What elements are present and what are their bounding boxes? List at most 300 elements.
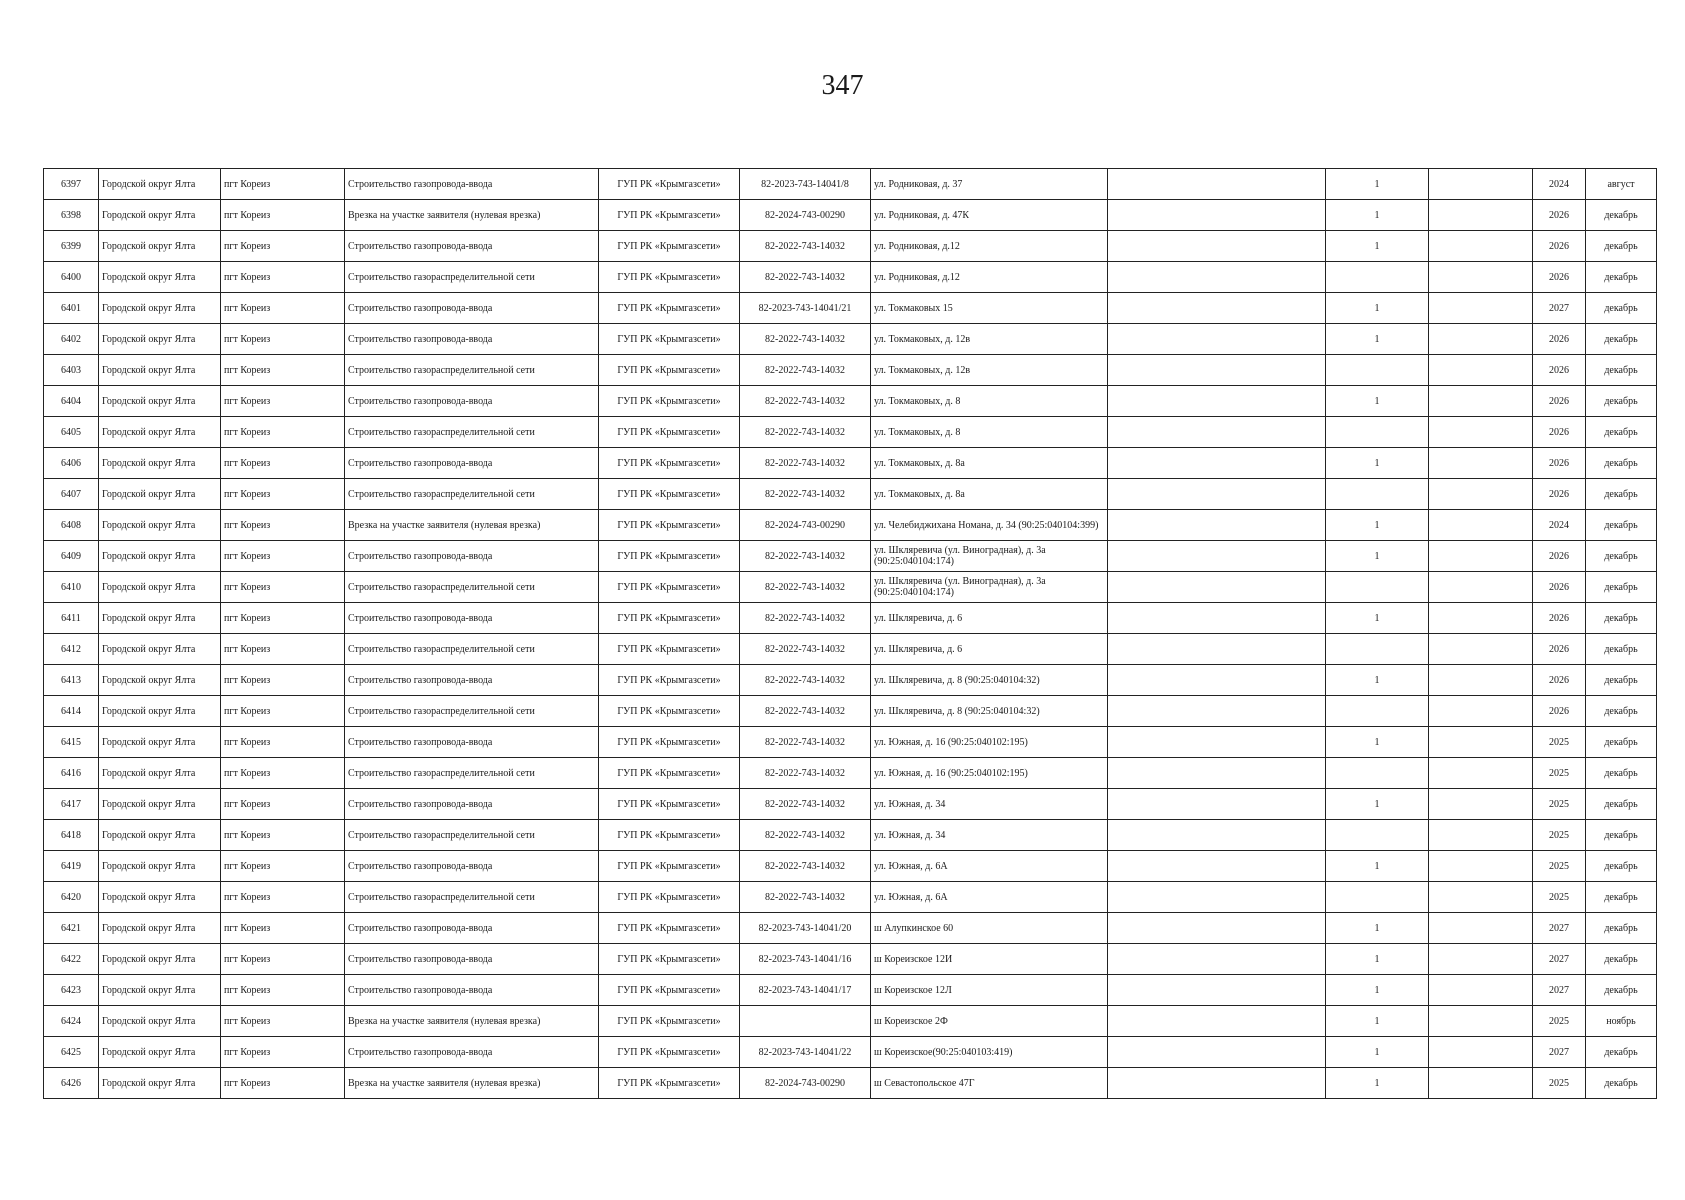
row-number: 6398 <box>44 200 99 231</box>
locality-cell: пгт Кореиз <box>221 324 345 355</box>
month-cell: декабрь <box>1586 1037 1657 1068</box>
locality-cell: пгт Кореиз <box>221 262 345 293</box>
organization-cell: ГУП РК «Крымгазсети» <box>599 696 740 727</box>
month-cell: декабрь <box>1586 789 1657 820</box>
empty-cell <box>1108 386 1326 417</box>
year-cell: 2025 <box>1533 789 1586 820</box>
table-row <box>44 882 1657 913</box>
locality-cell: пгт Кореиз <box>221 696 345 727</box>
table-row <box>44 975 1657 1006</box>
year-cell: 2024 <box>1533 510 1586 541</box>
district-cell: Городской округ Ялта <box>99 1006 221 1037</box>
locality-cell: пгт Кореиз <box>221 169 345 200</box>
table-row <box>44 355 1657 386</box>
project-code-cell: 82-2024-743-00290 <box>740 1068 871 1099</box>
address-cell: ул. Шкляревича, д. 6 <box>871 603 1108 634</box>
row-number: 6416 <box>44 758 99 789</box>
work-type-cell: Строительство газораспределительной сети <box>345 262 599 293</box>
month-cell: декабрь <box>1586 758 1657 789</box>
table-row <box>44 603 1657 634</box>
work-type-cell: Строительство газопровода-ввода <box>345 789 599 820</box>
empty-cell <box>1429 975 1533 1006</box>
month-cell: декабрь <box>1586 913 1657 944</box>
row-number: 6413 <box>44 665 99 696</box>
quantity-cell: 1 <box>1326 169 1429 200</box>
empty-cell <box>1429 851 1533 882</box>
empty-cell <box>1429 1037 1533 1068</box>
district-cell: Городской округ Ялта <box>99 1037 221 1068</box>
table-row <box>44 727 1657 758</box>
address-cell: ш Кореизское 2Ф <box>871 1006 1108 1037</box>
empty-cell <box>1108 1068 1326 1099</box>
quantity-cell: 1 <box>1326 851 1429 882</box>
table-row <box>44 851 1657 882</box>
organization-cell: ГУП РК «Крымгазсети» <box>599 882 740 913</box>
quantity-cell: 1 <box>1326 975 1429 1006</box>
empty-cell <box>1108 1037 1326 1068</box>
month-cell: ноябрь <box>1586 1006 1657 1037</box>
address-cell: ш Кореизское 12Л <box>871 975 1108 1006</box>
row-number: 6402 <box>44 324 99 355</box>
row-number: 6404 <box>44 386 99 417</box>
month-cell: декабрь <box>1586 975 1657 1006</box>
organization-cell: ГУП РК «Крымгазсети» <box>599 510 740 541</box>
quantity-cell: 1 <box>1326 665 1429 696</box>
project-code-cell: 82-2023-743-14041/21 <box>740 293 871 324</box>
work-type-cell: Строительство газопровода-ввода <box>345 851 599 882</box>
empty-cell <box>1429 696 1533 727</box>
project-code-cell: 82-2022-743-14032 <box>740 262 871 293</box>
project-code-cell: 82-2022-743-14032 <box>740 603 871 634</box>
empty-cell <box>1108 231 1326 262</box>
district-cell: Городской округ Ялта <box>99 634 221 665</box>
quantity-cell: 1 <box>1326 1006 1429 1037</box>
work-type-cell: Врезка на участке заявителя (нулевая врезка) <box>345 1068 599 1099</box>
empty-cell <box>1429 231 1533 262</box>
table-row <box>44 200 1657 231</box>
empty-cell <box>1108 944 1326 975</box>
empty-cell <box>1429 882 1533 913</box>
quantity-cell: 1 <box>1326 231 1429 262</box>
address-cell: ул. Токмаковых, д. 8 <box>871 386 1108 417</box>
year-cell: 2026 <box>1533 386 1586 417</box>
table-row <box>44 789 1657 820</box>
row-number: 6417 <box>44 789 99 820</box>
address-cell: ул. Шкляревича, д. 8 (90:25:040104:32) <box>871 696 1108 727</box>
table-row <box>44 820 1657 851</box>
year-cell: 2026 <box>1533 572 1586 603</box>
quantity-cell: 1 <box>1326 944 1429 975</box>
year-cell: 2025 <box>1533 758 1586 789</box>
organization-cell: ГУП РК «Крымгазсети» <box>599 417 740 448</box>
quantity-cell <box>1326 758 1429 789</box>
address-cell: ул. Шкляревича, д. 6 <box>871 634 1108 665</box>
table-row <box>44 324 1657 355</box>
locality-cell: пгт Кореиз <box>221 231 345 262</box>
month-cell: декабрь <box>1586 231 1657 262</box>
locality-cell: пгт Кореиз <box>221 665 345 696</box>
empty-cell <box>1108 789 1326 820</box>
row-number: 6419 <box>44 851 99 882</box>
project-code-cell: 82-2022-743-14032 <box>740 789 871 820</box>
organization-cell: ГУП РК «Крымгазсети» <box>599 262 740 293</box>
row-number: 6397 <box>44 169 99 200</box>
work-type-cell: Строительство газопровода-ввода <box>345 448 599 479</box>
month-cell: декабрь <box>1586 293 1657 324</box>
organization-cell: ГУП РК «Крымгазсети» <box>599 1068 740 1099</box>
month-cell: декабрь <box>1586 200 1657 231</box>
month-cell: декабрь <box>1586 417 1657 448</box>
district-cell: Городской округ Ялта <box>99 200 221 231</box>
work-type-cell: Строительство газопровода-ввода <box>345 944 599 975</box>
district-cell: Городской округ Ялта <box>99 293 221 324</box>
district-cell: Городской округ Ялта <box>99 789 221 820</box>
district-cell: Городской округ Ялта <box>99 758 221 789</box>
table-row <box>44 572 1657 603</box>
year-cell: 2026 <box>1533 448 1586 479</box>
month-cell: декабрь <box>1586 851 1657 882</box>
empty-cell <box>1429 727 1533 758</box>
empty-cell <box>1108 572 1326 603</box>
organization-cell: ГУП РК «Крымгазсети» <box>599 386 740 417</box>
address-cell: ул. Токмаковых, д. 12в <box>871 324 1108 355</box>
locality-cell: пгт Кореиз <box>221 882 345 913</box>
project-code-cell: 82-2022-743-14032 <box>740 324 871 355</box>
project-code-cell: 82-2022-743-14032 <box>740 665 871 696</box>
month-cell: декабрь <box>1586 882 1657 913</box>
empty-cell <box>1429 169 1533 200</box>
year-cell: 2026 <box>1533 231 1586 262</box>
project-code-cell: 82-2022-743-14032 <box>740 541 871 572</box>
empty-cell <box>1108 293 1326 324</box>
year-cell: 2026 <box>1533 603 1586 634</box>
year-cell: 2026 <box>1533 696 1586 727</box>
district-cell: Городской округ Ялта <box>99 696 221 727</box>
empty-cell <box>1108 727 1326 758</box>
address-cell: ул. Шкляревича (ул. Виноградная), д. 3а (90:25:040104:174) <box>871 541 1108 572</box>
project-code-cell: 82-2022-743-14032 <box>740 479 871 510</box>
work-type-cell: Строительство газопровода-ввода <box>345 603 599 634</box>
month-cell: декабрь <box>1586 386 1657 417</box>
empty-cell <box>1108 417 1326 448</box>
locality-cell: пгт Кореиз <box>221 355 345 386</box>
district-cell: Городской округ Ялта <box>99 1068 221 1099</box>
month-cell: декабрь <box>1586 541 1657 572</box>
empty-cell <box>1108 448 1326 479</box>
empty-cell <box>1108 479 1326 510</box>
month-cell: декабрь <box>1586 944 1657 975</box>
empty-cell <box>1429 820 1533 851</box>
locality-cell: пгт Кореиз <box>221 851 345 882</box>
organization-cell: ГУП РК «Крымгазсети» <box>599 975 740 1006</box>
district-cell: Городской округ Ялта <box>99 479 221 510</box>
empty-cell <box>1108 913 1326 944</box>
month-cell: декабрь <box>1586 479 1657 510</box>
organization-cell: ГУП РК «Крымгазсети» <box>599 634 740 665</box>
month-cell: декабрь <box>1586 262 1657 293</box>
month-cell: декабрь <box>1586 727 1657 758</box>
organization-cell: ГУП РК «Крымгазсети» <box>599 1037 740 1068</box>
registry-table <box>43 168 1657 1099</box>
empty-cell <box>1429 758 1533 789</box>
work-type-cell: Строительство газораспределительной сети <box>345 479 599 510</box>
quantity-cell: 1 <box>1326 1037 1429 1068</box>
month-cell: декабрь <box>1586 355 1657 386</box>
work-type-cell: Строительство газопровода-ввода <box>345 169 599 200</box>
quantity-cell: 1 <box>1326 293 1429 324</box>
month-cell: декабрь <box>1586 448 1657 479</box>
year-cell: 2026 <box>1533 200 1586 231</box>
row-number: 6420 <box>44 882 99 913</box>
work-type-cell: Строительство газораспределительной сети <box>345 882 599 913</box>
address-cell: ул. Токмаковых, д. 8 <box>871 417 1108 448</box>
table-row <box>44 479 1657 510</box>
work-type-cell: Строительство газораспределительной сети <box>345 355 599 386</box>
address-cell: ул. Южная, д. 6А <box>871 851 1108 882</box>
address-cell: ул. Южная, д. 16 (90:25:040102:195) <box>871 727 1108 758</box>
work-type-cell: Строительство газопровода-ввода <box>345 727 599 758</box>
address-cell: ул. Южная, д. 34 <box>871 789 1108 820</box>
empty-cell <box>1108 882 1326 913</box>
table-row <box>44 913 1657 944</box>
district-cell: Городской округ Ялта <box>99 169 221 200</box>
table-row <box>44 262 1657 293</box>
row-number: 6399 <box>44 231 99 262</box>
empty-cell <box>1429 541 1533 572</box>
work-type-cell: Строительство газораспределительной сети <box>345 758 599 789</box>
empty-cell <box>1429 355 1533 386</box>
year-cell: 2026 <box>1533 417 1586 448</box>
month-cell: декабрь <box>1586 820 1657 851</box>
project-code-cell: 82-2022-743-14032 <box>740 727 871 758</box>
work-type-cell: Строительство газопровода-ввода <box>345 541 599 572</box>
quantity-cell <box>1326 417 1429 448</box>
quantity-cell: 1 <box>1326 1068 1429 1099</box>
quantity-cell: 1 <box>1326 913 1429 944</box>
empty-cell <box>1108 324 1326 355</box>
work-type-cell: Врезка на участке заявителя (нулевая врезка) <box>345 1006 599 1037</box>
row-number: 6406 <box>44 448 99 479</box>
address-cell: ул. Родниковая, д. 37 <box>871 169 1108 200</box>
table-row <box>44 231 1657 262</box>
organization-cell: ГУП РК «Крымгазсети» <box>599 727 740 758</box>
row-number: 6401 <box>44 293 99 324</box>
empty-cell <box>1108 200 1326 231</box>
district-cell: Городской округ Ялта <box>99 882 221 913</box>
row-number: 6407 <box>44 479 99 510</box>
work-type-cell: Строительство газопровода-ввода <box>345 324 599 355</box>
table-row <box>44 665 1657 696</box>
empty-cell <box>1429 913 1533 944</box>
project-code-cell: 82-2022-743-14032 <box>740 882 871 913</box>
locality-cell: пгт Кореиз <box>221 727 345 758</box>
empty-cell <box>1429 789 1533 820</box>
row-number: 6414 <box>44 696 99 727</box>
empty-cell <box>1108 1006 1326 1037</box>
district-cell: Городской округ Ялта <box>99 820 221 851</box>
empty-cell <box>1429 293 1533 324</box>
locality-cell: пгт Кореиз <box>221 1037 345 1068</box>
empty-cell <box>1429 200 1533 231</box>
work-type-cell: Строительство газораспределительной сети <box>345 820 599 851</box>
organization-cell: ГУП РК «Крымгазсети» <box>599 572 740 603</box>
project-code-cell: 82-2022-743-14032 <box>740 820 871 851</box>
district-cell: Городской округ Ялта <box>99 603 221 634</box>
project-code-cell: 82-2023-743-14041/16 <box>740 944 871 975</box>
district-cell: Городской округ Ялта <box>99 913 221 944</box>
organization-cell: ГУП РК «Крымгазсети» <box>599 789 740 820</box>
locality-cell: пгт Кореиз <box>221 293 345 324</box>
month-cell: декабрь <box>1586 510 1657 541</box>
organization-cell: ГУП РК «Крымгазсети» <box>599 200 740 231</box>
year-cell: 2027 <box>1533 913 1586 944</box>
empty-cell <box>1108 665 1326 696</box>
month-cell: декабрь <box>1586 603 1657 634</box>
table-row <box>44 293 1657 324</box>
organization-cell: ГУП РК «Крымгазсети» <box>599 231 740 262</box>
locality-cell: пгт Кореиз <box>221 510 345 541</box>
organization-cell: ГУП РК «Крымгазсети» <box>599 944 740 975</box>
empty-cell <box>1429 944 1533 975</box>
row-number: 6415 <box>44 727 99 758</box>
table-row <box>44 1037 1657 1068</box>
organization-cell: ГУП РК «Крымгазсети» <box>599 603 740 634</box>
organization-cell: ГУП РК «Крымгазсети» <box>599 355 740 386</box>
organization-cell: ГУП РК «Крымгазсети» <box>599 1006 740 1037</box>
year-cell: 2026 <box>1533 634 1586 665</box>
quantity-cell <box>1326 479 1429 510</box>
project-code-cell: 82-2024-743-00290 <box>740 510 871 541</box>
month-cell: декабрь <box>1586 1068 1657 1099</box>
locality-cell: пгт Кореиз <box>221 789 345 820</box>
district-cell: Городской округ Ялта <box>99 572 221 603</box>
work-type-cell: Строительство газораспределительной сети <box>345 696 599 727</box>
quantity-cell <box>1326 634 1429 665</box>
row-number: 6421 <box>44 913 99 944</box>
district-cell: Городской округ Ялта <box>99 944 221 975</box>
address-cell: ул. Южная, д. 6А <box>871 882 1108 913</box>
locality-cell: пгт Кореиз <box>221 448 345 479</box>
work-type-cell: Строительство газопровода-ввода <box>345 1037 599 1068</box>
project-code-cell: 82-2024-743-00290 <box>740 200 871 231</box>
table-row <box>44 417 1657 448</box>
year-cell: 2026 <box>1533 479 1586 510</box>
locality-cell: пгт Кореиз <box>221 944 345 975</box>
month-cell: декабрь <box>1586 634 1657 665</box>
work-type-cell: Строительство газораспределительной сети <box>345 417 599 448</box>
organization-cell: ГУП РК «Крымгазсети» <box>599 820 740 851</box>
year-cell: 2025 <box>1533 727 1586 758</box>
table-row <box>44 386 1657 417</box>
empty-cell <box>1108 603 1326 634</box>
empty-cell <box>1429 1006 1533 1037</box>
table-row <box>44 944 1657 975</box>
project-code-cell <box>740 1006 871 1037</box>
address-cell: ул. Токмаковых, д. 8а <box>871 448 1108 479</box>
row-number: 6422 <box>44 944 99 975</box>
table-row <box>44 1068 1657 1099</box>
empty-cell <box>1108 634 1326 665</box>
month-cell: декабрь <box>1586 696 1657 727</box>
district-cell: Городской округ Ялта <box>99 448 221 479</box>
project-code-cell: 82-2022-743-14032 <box>740 572 871 603</box>
year-cell: 2024 <box>1533 169 1586 200</box>
address-cell: ул. Токмаковых, д. 12в <box>871 355 1108 386</box>
table-row <box>44 758 1657 789</box>
organization-cell: ГУП РК «Крымгазсети» <box>599 479 740 510</box>
empty-cell <box>1429 386 1533 417</box>
district-cell: Городской округ Ялта <box>99 386 221 417</box>
table-row <box>44 541 1657 572</box>
empty-cell <box>1429 417 1533 448</box>
empty-cell <box>1429 510 1533 541</box>
address-cell: ш Севастопольское 47Г <box>871 1068 1108 1099</box>
quantity-cell <box>1326 882 1429 913</box>
row-number: 6418 <box>44 820 99 851</box>
address-cell: ул. Шкляревича, д. 8 (90:25:040104:32) <box>871 665 1108 696</box>
empty-cell <box>1108 851 1326 882</box>
empty-cell <box>1108 355 1326 386</box>
quantity-cell <box>1326 355 1429 386</box>
work-type-cell: Врезка на участке заявителя (нулевая врезка) <box>345 510 599 541</box>
organization-cell: ГУП РК «Крымгазсети» <box>599 324 740 355</box>
locality-cell: пгт Кореиз <box>221 417 345 448</box>
district-cell: Городской округ Ялта <box>99 417 221 448</box>
project-code-cell: 82-2022-743-14032 <box>740 758 871 789</box>
district-cell: Городской округ Ялта <box>99 541 221 572</box>
year-cell: 2025 <box>1533 820 1586 851</box>
month-cell: декабрь <box>1586 572 1657 603</box>
project-code-cell: 82-2023-743-14041/20 <box>740 913 871 944</box>
locality-cell: пгт Кореиз <box>221 975 345 1006</box>
row-number: 6403 <box>44 355 99 386</box>
empty-cell <box>1108 510 1326 541</box>
year-cell: 2026 <box>1533 355 1586 386</box>
quantity-cell: 1 <box>1326 448 1429 479</box>
quantity-cell: 1 <box>1326 200 1429 231</box>
year-cell: 2027 <box>1533 975 1586 1006</box>
empty-cell <box>1108 169 1326 200</box>
table-row <box>44 1006 1657 1037</box>
quantity-cell <box>1326 262 1429 293</box>
row-number: 6410 <box>44 572 99 603</box>
locality-cell: пгт Кореиз <box>221 603 345 634</box>
organization-cell: ГУП РК «Крымгазсети» <box>599 169 740 200</box>
district-cell: Городской округ Ялта <box>99 231 221 262</box>
project-code-cell: 82-2022-743-14032 <box>740 448 871 479</box>
locality-cell: пгт Кореиз <box>221 1068 345 1099</box>
quantity-cell: 1 <box>1326 789 1429 820</box>
empty-cell <box>1108 975 1326 1006</box>
empty-cell <box>1429 479 1533 510</box>
project-code-cell: 82-2023-743-14041/8 <box>740 169 871 200</box>
year-cell: 2026 <box>1533 541 1586 572</box>
table-row <box>44 510 1657 541</box>
work-type-cell: Строительство газораспределительной сети <box>345 572 599 603</box>
district-cell: Городской округ Ялта <box>99 324 221 355</box>
district-cell: Городской округ Ялта <box>99 975 221 1006</box>
empty-cell <box>1108 820 1326 851</box>
empty-cell <box>1108 758 1326 789</box>
empty-cell <box>1108 541 1326 572</box>
quantity-cell <box>1326 820 1429 851</box>
work-type-cell: Строительство газораспределительной сети <box>345 634 599 665</box>
table-body <box>44 169 1657 1099</box>
year-cell: 2025 <box>1533 1006 1586 1037</box>
locality-cell: пгт Кореиз <box>221 758 345 789</box>
work-type-cell: Строительство газопровода-ввода <box>345 975 599 1006</box>
organization-cell: ГУП РК «Крымгазсети» <box>599 293 740 324</box>
